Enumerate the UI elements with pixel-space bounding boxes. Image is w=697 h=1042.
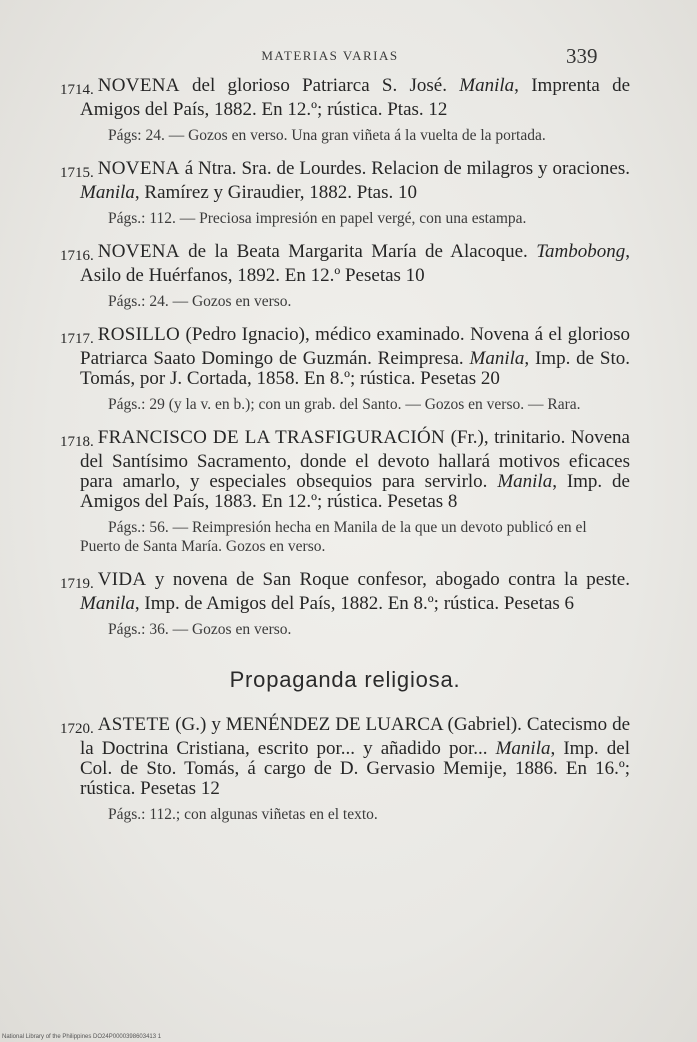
library-footer: National Library of the Philippines DO24P0000398603413 1 bbox=[2, 1034, 162, 1040]
entry-note: Págs.: 24. — Gozos en verso. bbox=[108, 293, 292, 310]
catalog-entry-1720 bbox=[60, 715, 630, 824]
entry-text: de la Beata Margarita María de Alacoque. bbox=[179, 241, 537, 262]
entry-place: Manila bbox=[80, 182, 135, 203]
entry-title: NOVENA bbox=[97, 241, 180, 262]
entry-rest: , Asilo de Huérfanos, 1892. En 12.º Pesetas 10 bbox=[80, 241, 630, 286]
entry-text: (Fr.), trinitario. Novena del Santísimo Sacramento, donde el devoto hallará motivos eficaces para amarlo, y especiales obsequios para servirlo. bbox=[80, 427, 630, 492]
page-header bbox=[0, 44, 697, 74]
entry-title: VIDA bbox=[97, 569, 147, 590]
entry-place: Manila bbox=[495, 738, 551, 759]
entry-number: 1719. bbox=[60, 576, 94, 592]
entry-note: Págs.: 112. — Preciosa impresión en papel vergé, con una estampa. bbox=[108, 210, 527, 227]
entry-place: Manila bbox=[459, 75, 515, 96]
entry-note: Págs.: 36. — Gozos en verso. bbox=[108, 621, 292, 638]
entry-main bbox=[60, 325, 630, 389]
entry-note: Págs.: 112.; con algunas viñetas en el texto. bbox=[108, 806, 378, 823]
entry-number: 1718. bbox=[60, 434, 94, 450]
entry-title: NOVENA bbox=[97, 75, 180, 96]
catalog-entry-1719 bbox=[60, 570, 630, 639]
entry-rest: , Ramírez y Giraudier, 1882. Ptas. 10 bbox=[134, 182, 417, 203]
entry-place: Manila bbox=[497, 471, 553, 492]
section-heading: Propaganda religiosa. bbox=[229, 667, 461, 692]
entry-number: 1715. bbox=[60, 165, 94, 181]
entry-main bbox=[60, 242, 630, 286]
entry-title: FRANCISCO DE LA TRASFIGURACIÓN bbox=[97, 427, 446, 448]
entry-main bbox=[60, 570, 630, 614]
entry-main bbox=[60, 159, 630, 203]
entry-place: Tambobong bbox=[536, 241, 626, 262]
entry-number: 1717. bbox=[60, 331, 94, 347]
entry-title: ASTETE bbox=[97, 714, 171, 735]
entry-rest: , Imp. del Col. de Sto. Tomás, á cargo de D. Gervasio Memije, 1886. En 16.º; rústica. Pesetas 12 bbox=[80, 738, 630, 799]
running-title: MATERIAS VARIAS bbox=[261, 48, 399, 63]
entry-place: Manila bbox=[80, 593, 135, 614]
entry-place: Manila bbox=[469, 348, 525, 369]
catalog-entry-1714 bbox=[60, 76, 630, 145]
entry-rest: , Imprenta de Amigos del País, 1882. En 12.º; rústica. Ptas. 12 bbox=[80, 75, 631, 120]
entry-number: 1716. bbox=[60, 248, 94, 264]
entry-title: NOVENA bbox=[97, 158, 180, 179]
entry-note: Págs.: 56. — Reimpresión hecha en Manila de la que un devoto publicó en el Puerto de Santa María. Gozos en verso. bbox=[80, 519, 587, 555]
catalog-entry-1718 bbox=[60, 428, 630, 556]
entry-note: Págs.: 29 (y la v. en b.); con un grab. del Santo. — Gozos en verso. — Rara. bbox=[108, 396, 581, 413]
entry-number: 1720. bbox=[60, 721, 94, 737]
entry-rest: , Imp. de Amigos del País, 1882. En 8.º; rústica. Pesetas 6 bbox=[134, 593, 575, 614]
entry-text: á Ntra. Sra. de Lourdes. Relacion de milagros y oraciones. bbox=[179, 158, 630, 179]
entry-rest: , Imp. de Sto. Tomás, por J. Cortada, 1858. En 8.º; rústica. Pesetas 20 bbox=[80, 348, 630, 389]
catalog-entry-1716 bbox=[60, 242, 630, 311]
entry-text: del glorioso Patriarca S. José. bbox=[179, 75, 460, 96]
entry-number: 1714. bbox=[60, 82, 94, 98]
entry-main bbox=[60, 76, 630, 120]
entry-list bbox=[60, 76, 630, 838]
entry-title: ROSILLO bbox=[97, 324, 181, 345]
catalog-entry-1717 bbox=[60, 325, 630, 414]
entry-note: Págs: 24. — Gozos en verso. Una gran viñeta á la vuelta de la portada. bbox=[108, 127, 546, 144]
entry-main bbox=[60, 428, 630, 512]
page-number: 339 bbox=[566, 44, 598, 68]
entry-text: (Pedro Ignacio), médico examinado. Novena á el glorioso Patriarca Saato Domingo de Guzmán. Reimpresa. bbox=[80, 324, 630, 369]
entry-main bbox=[60, 715, 630, 799]
entry-text: y novena de San Roque confesor, abogado contra la peste. bbox=[146, 569, 630, 590]
catalog-entry-1715 bbox=[60, 159, 630, 228]
entry-rest: , Imp. de Amigos del País, 1883. En 12.º; rústica. Pesetas 8 bbox=[80, 471, 630, 512]
entry-text: (G.) y MENÉNDEZ DE LUARCA (Gabriel). Catecismo de la Doctrina Cristiana, escrito por... y añadido por... bbox=[80, 714, 630, 759]
